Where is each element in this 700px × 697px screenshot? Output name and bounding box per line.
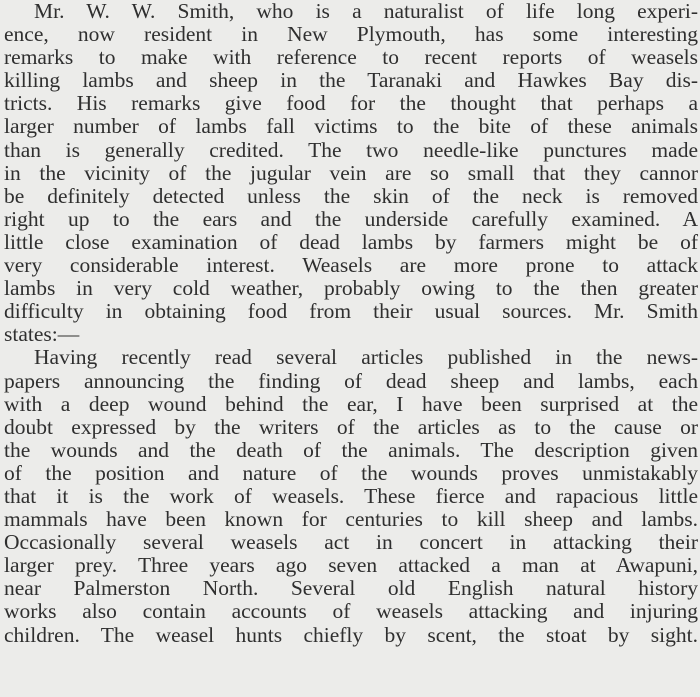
text-line: mammals have been known for centuries to kill sheep and lambs.	[4, 507, 698, 532]
text-line: ence, now resident in New Plymouth, has some interesting	[4, 22, 698, 47]
text-line: in the vicinity of the jugular vein are so small that they cannor	[4, 160, 698, 185]
text-line: Mr. W. W. Smith, who is a naturalist of life long experi-	[34, 0, 698, 23]
text-line: Having recently read several articles published in the news-	[34, 345, 698, 370]
text-line: of the position and nature of the wounds proves unmistakably	[4, 460, 698, 485]
text-line: lambs in very cold weather, probably owing to the then greater	[4, 276, 698, 301]
text-line: little close examination of dead lambs by farmers might be of	[4, 229, 698, 254]
text-line: killing lambs and sheep in the Taranaki and Hawkes Bay dis-	[4, 68, 698, 93]
text-line: the wounds and the death of the animals. The description given	[4, 437, 698, 462]
text-line: with a deep wound behind the ear, I have been surprised at the	[4, 391, 698, 416]
text-line: larger prey. Three years ago seven attacked a man at Awapuni,	[4, 553, 698, 578]
text-line: tricts. His remarks give food for the thought that perhaps a	[4, 91, 698, 116]
text-line: that it is the work of weasels. These fierce and rapacious little	[4, 483, 698, 508]
paragraph-1	[0, 0, 700, 346]
text-line: right up to the ears and the underside carefully examined. A	[4, 206, 698, 231]
text-line: remarks to make with reference to recent reports of weasels	[4, 45, 698, 70]
text-line: be definitely detected unless the skin of the neck is removed	[4, 183, 698, 208]
text-line: larger number of lambs fall victims to the bite of these animals	[4, 114, 698, 139]
text-line: doubt expressed by the writers of the articles as to the cause or	[4, 414, 698, 439]
text-line: than is generally credited. The two needle-like punctures made	[4, 137, 698, 162]
text-line: states:—	[4, 322, 80, 347]
text-line: difficulty in obtaining food from their usual sources. Mr. Smith	[4, 299, 698, 324]
text-line: near Palmerston North. Several old English natural history	[4, 576, 698, 601]
text-line: very considerable interest. Weasels are more prone to attack	[4, 253, 698, 278]
text-line: papers announcing the finding of dead sheep and lambs, each	[4, 368, 698, 393]
paragraph-2	[0, 346, 700, 646]
text-line: Occasionally several weasels act in concert in attacking their	[4, 530, 698, 555]
text-line: children. The weasel hunts chiefly by scent, the stoat by sight.	[4, 622, 698, 647]
text-line: works also contain accounts of weasels attacking and injuring	[4, 599, 698, 624]
